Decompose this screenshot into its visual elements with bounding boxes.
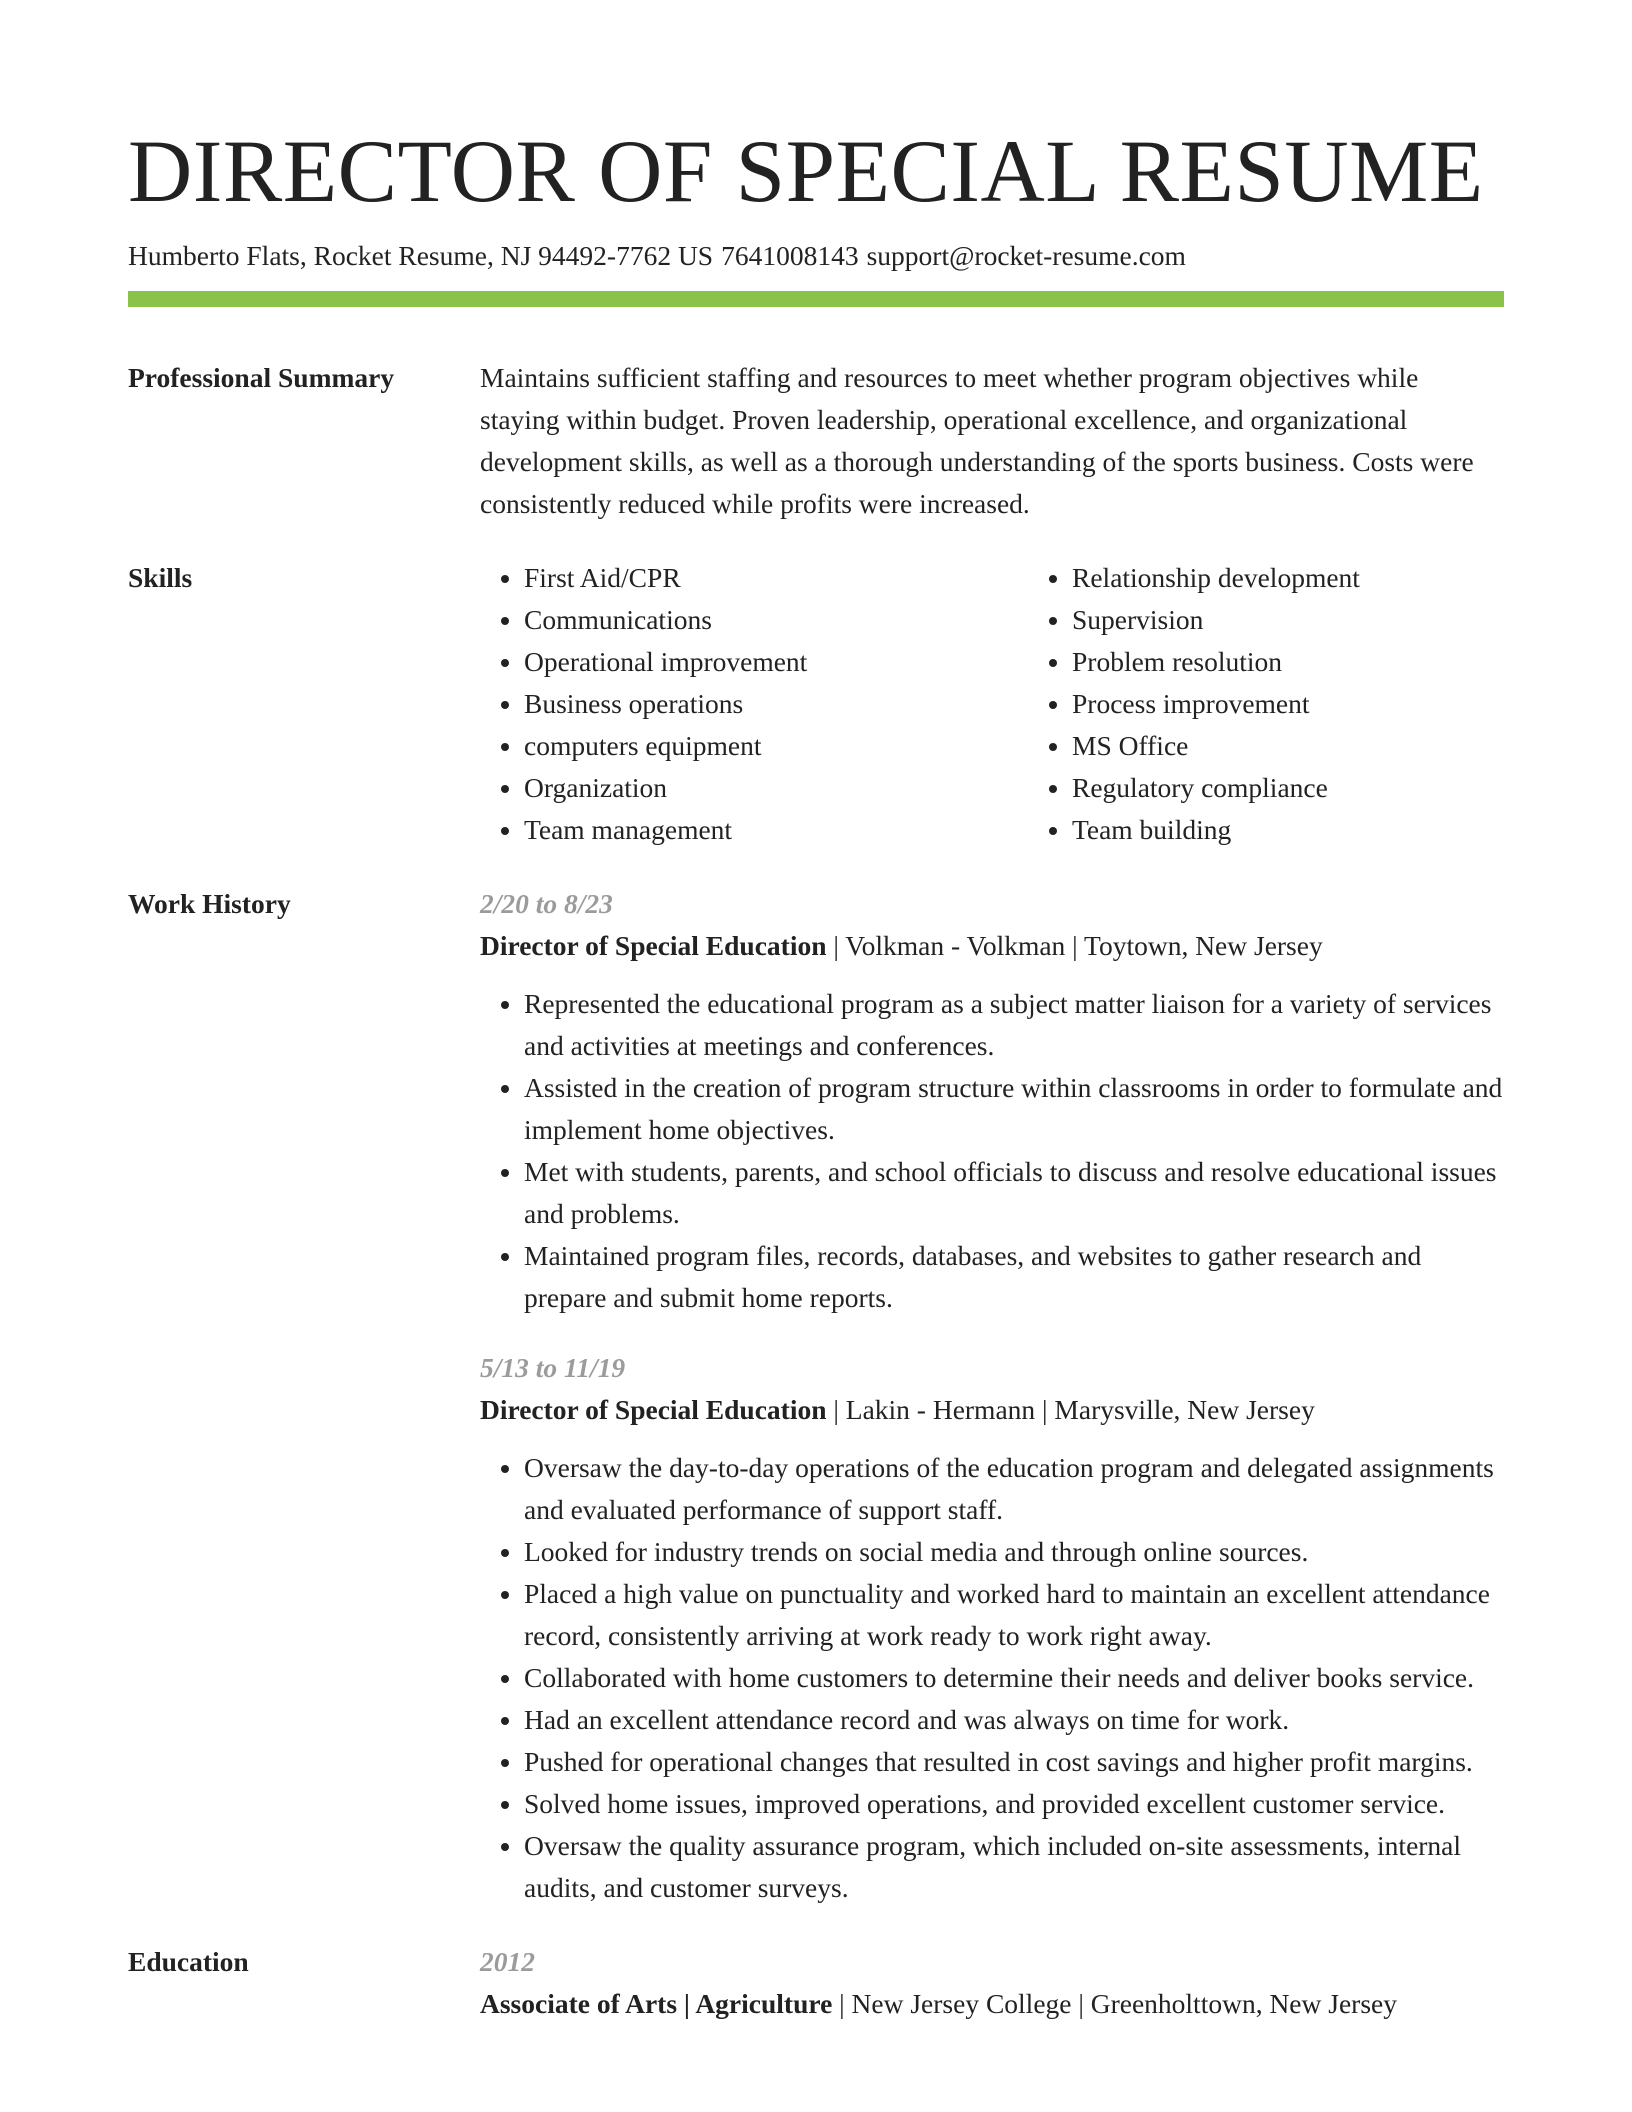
contact-address: Humberto Flats, Rocket Resume, NJ 94492-7762 US bbox=[128, 240, 714, 271]
header-divider bbox=[128, 291, 1504, 307]
summary-section bbox=[128, 357, 1504, 525]
skill-item: • Team management bbox=[524, 809, 1028, 851]
skill-item: • Process improvement bbox=[1072, 683, 1576, 725]
skills-section bbox=[128, 557, 1504, 851]
summary-text: Maintains sufficient staffing and resources to meet whether program objectives while staying within budget. Proven leadership, operational excellence, and organizational development skills, as well as a thorough understanding of the sports business. Costs were consistently reduced while profits were increased. bbox=[480, 362, 1474, 519]
job-details: | Volkman - Volkman | Toytown, New Jersey bbox=[826, 930, 1323, 961]
work-history-section bbox=[128, 883, 1504, 1909]
contact-phone: 7641008143 bbox=[721, 240, 859, 271]
skills-list-right bbox=[1028, 557, 1576, 851]
contact-email: support@rocket-resume.com bbox=[866, 240, 1186, 271]
skill-item: • Organization bbox=[524, 767, 1028, 809]
job-bullet: • Pushed for operational changes that resulted in cost savings and higher profit margins. bbox=[524, 1741, 1504, 1783]
job-bullet: • Collaborated with home customers to determine their needs and deliver books service. bbox=[524, 1657, 1504, 1699]
job-bullets bbox=[480, 1447, 1504, 1909]
job-details: | Lakin - Hermann | Marysville, New Jersey bbox=[826, 1394, 1315, 1425]
contact-line bbox=[128, 238, 1504, 274]
education-label: Education bbox=[128, 1946, 249, 1977]
job-bullet: • Maintained program files, records, databases, and websites to gather research and prepare and submit home reports. bbox=[524, 1235, 1504, 1319]
summary-label: Professional Summary bbox=[128, 362, 395, 393]
job-bullets bbox=[480, 983, 1504, 1319]
skill-item: • Problem resolution bbox=[1072, 641, 1576, 683]
education-year: 2012 bbox=[480, 1946, 535, 1977]
job-entry bbox=[480, 883, 1504, 1319]
skills-list-left bbox=[480, 557, 1028, 851]
job-bullet: • Oversaw the day-to-day operations of the education program and delegated assignments and evaluated performance of support staff. bbox=[524, 1447, 1504, 1531]
skill-item: • Supervision bbox=[1072, 599, 1576, 641]
skill-item: • computers equipment bbox=[524, 725, 1028, 767]
skills-label: Skills bbox=[128, 562, 193, 593]
skill-item: • MS Office bbox=[1072, 725, 1576, 767]
job-bullet: • Had an excellent attendance record and was always on time for work. bbox=[524, 1699, 1504, 1741]
resume-title: DIRECTOR OF SPECIAL RESUME bbox=[128, 123, 1484, 221]
job-dates: 5/13 to 11/19 bbox=[480, 1352, 626, 1383]
job-dates: 2/20 to 8/23 bbox=[480, 888, 613, 919]
job-heading bbox=[480, 925, 1504, 967]
job-title: Director of Special Education bbox=[480, 930, 827, 961]
skill-item: • Business operations bbox=[524, 683, 1028, 725]
skill-item: • Team building bbox=[1072, 809, 1576, 851]
skill-item: • Operational improvement bbox=[524, 641, 1028, 683]
education-degree: Associate of Arts | Agriculture bbox=[480, 1988, 833, 2019]
skill-item: • Communications bbox=[524, 599, 1028, 641]
education-heading bbox=[480, 1983, 1504, 2025]
work-history-label: Work History bbox=[128, 888, 291, 919]
job-entry bbox=[480, 1347, 1504, 1909]
job-title: Director of Special Education bbox=[480, 1394, 827, 1425]
skill-item: • Regulatory compliance bbox=[1072, 767, 1576, 809]
job-bullet: • Looked for industry trends on social media and through online sources. bbox=[524, 1531, 1504, 1573]
job-bullet: • Placed a high value on punctuality and worked hard to maintain an excellent attendance record, consistently arriving at work ready to work right away. bbox=[524, 1573, 1504, 1657]
job-bullet: • Solved home issues, improved operations, and provided excellent customer service. bbox=[524, 1783, 1504, 1825]
job-heading bbox=[480, 1389, 1504, 1431]
skill-item: • Relationship development bbox=[1072, 557, 1576, 599]
skill-item: • First Aid/CPR bbox=[524, 557, 1028, 599]
education-section bbox=[128, 1941, 1504, 2025]
education-details: | New Jersey College | Greenholttown, New Jersey bbox=[832, 1988, 1397, 2019]
job-bullet: • Oversaw the quality assurance program, which included on-site assessments, internal audits, and customer surveys. bbox=[524, 1825, 1504, 1909]
job-bullet: • Assisted in the creation of program structure within classrooms in order to formulate and implement home objectives. bbox=[524, 1067, 1504, 1151]
job-bullet: • Represented the educational program as a subject matter liaison for a variety of services and activities at meetings and conferences. bbox=[524, 983, 1504, 1067]
job-bullet: • Met with students, parents, and school officials to discuss and resolve educational issues and problems. bbox=[524, 1151, 1504, 1235]
